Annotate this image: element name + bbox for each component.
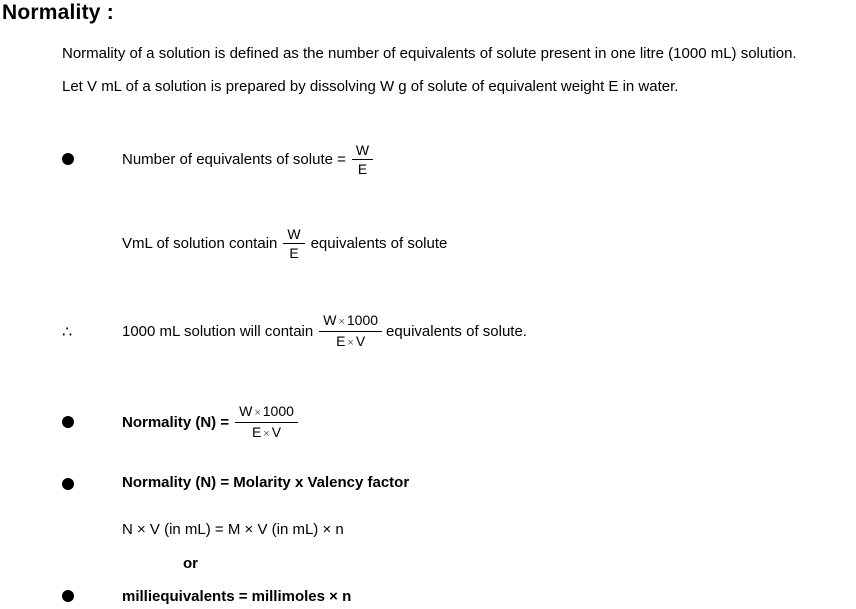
normality-molarity-label: Normality (N) = Molarity x Valency factor [122, 474, 410, 491]
milliequivalents-label: milliequivalents = millimoles × n [122, 588, 352, 605]
fraction-w1000-over-ev [319, 312, 382, 351]
intro-line-2: Let V mL of a solution is prepared by dissolving W g of solute of equivalent weight E in water. [62, 78, 679, 95]
denominator-left: E [336, 333, 346, 349]
therefore-symbol: ∴ [62, 324, 73, 341]
times-icon: × [338, 316, 345, 328]
fraction-w-over-e [352, 142, 373, 177]
denominator-right: V [355, 333, 366, 349]
fraction-numerator [319, 312, 382, 332]
fraction-numerator: W [352, 142, 373, 160]
intro-line-1: Normality of a solution is defined as the number of equivalents of solute present in one litre (1000 mL) solution. [62, 45, 797, 62]
thousand-text-after: equivalents of solute. [386, 323, 527, 340]
vml-row [122, 226, 447, 261]
thousand-text-before: 1000 mL solution will contain [122, 323, 314, 340]
denominator-right: V [271, 424, 282, 440]
milliequivalents-row [122, 588, 351, 605]
equivalents-label: Number of equivalents of solute = [122, 151, 346, 168]
bullet-icon [62, 416, 74, 428]
thousand-ml-row [122, 312, 527, 351]
bullet-icon [62, 153, 74, 165]
numerator-right: 1000 [262, 403, 294, 419]
fraction-w1000-over-ev [235, 403, 298, 442]
numerator-right: 1000 [346, 312, 379, 328]
normality-molarity-row [122, 474, 409, 491]
bullet-icon [62, 590, 74, 602]
equivalents-formula-row [122, 142, 379, 177]
fraction-denominator: E [289, 245, 299, 261]
fraction-denominator [336, 332, 365, 351]
vml-text-after: equivalents of solute [310, 235, 448, 252]
bullet-icon [62, 478, 74, 490]
fraction-numerator [235, 403, 298, 423]
or-label: or [183, 555, 198, 572]
times-icon: × [347, 337, 354, 349]
denominator-left: E [251, 424, 262, 440]
fraction-w-over-e [283, 226, 304, 261]
fraction-denominator: E [357, 161, 368, 177]
numerator-left: W [323, 312, 337, 328]
fraction-denominator [252, 423, 281, 442]
nv-equation-text: N × V (in mL) = M × V (in mL) × n [122, 521, 344, 538]
times-icon: × [254, 407, 261, 419]
normality-formula-row [122, 403, 304, 442]
times-icon: × [263, 428, 270, 440]
numerator-left: W [239, 403, 253, 419]
fraction-numerator: W [283, 226, 304, 244]
vml-text-before: VmL of solution contain [122, 235, 278, 252]
page-title: Normality : [2, 1, 114, 24]
normality-formula-label: Normality (N) = [122, 414, 230, 431]
nv-equation-row [122, 521, 344, 538]
